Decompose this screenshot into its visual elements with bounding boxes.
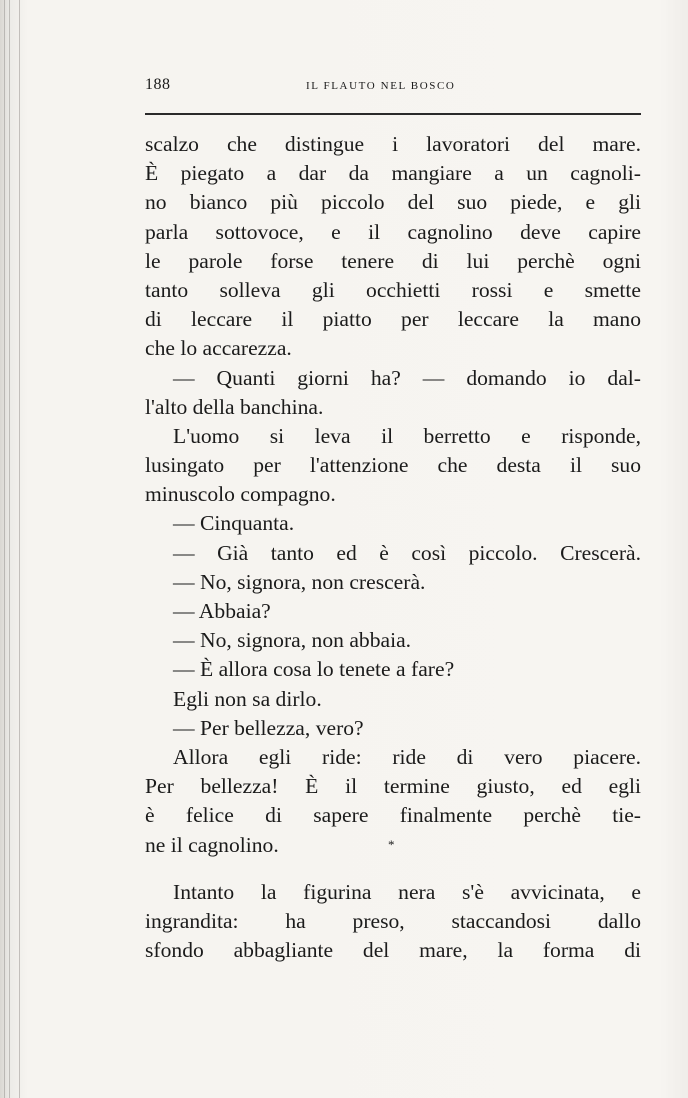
text-line: — Già tanto ed è così piccolo. Crescerà.	[173, 540, 641, 565]
text-line: di leccare il piatto per leccare la mano	[145, 307, 641, 332]
text-line: — No, signora, non abbaia.	[173, 628, 412, 653]
text-line: le parole forse tenere di lui perchè ogni	[145, 248, 641, 273]
binding-edge-line	[4, 0, 5, 1098]
header-rule	[145, 113, 641, 115]
text-line: ne il cagnolino.	[145, 832, 279, 857]
body-text-continued	[145, 878, 641, 966]
page-header	[145, 76, 641, 98]
text-line: Intanto la figurina nera s'è avvicinata, e	[173, 880, 641, 904]
text-line: È piegato a dar da mangiare a un cagnoli-	[145, 161, 641, 186]
text-line: — Quanti giorni ha? — domando io dal-	[173, 365, 641, 390]
text-line: che lo accarezza.	[145, 336, 292, 361]
text-line: — Per bellezza, vero?	[173, 715, 364, 740]
text-line: — È allora cosa lo tenete a fare?	[173, 657, 455, 682]
text-line: Allora egli ride: ride di vero piacere.	[173, 744, 641, 769]
text-line: — Cinquanta.	[173, 511, 295, 536]
section-break-ornament: *	[388, 837, 395, 852]
text-line: tanto solleva gli occhietti rossi e smette	[145, 277, 641, 302]
binding-edge-line	[9, 0, 10, 1098]
text-line: ingrandita: ha preso, staccandosi dallo	[145, 909, 641, 934]
running-title: IL FLAUTO NEL BOSCO	[306, 80, 456, 92]
text-line: l'alto della banchina.	[145, 394, 324, 419]
text-line: minuscolo compagno.	[145, 482, 336, 507]
text-line: è felice di sapere finalmente perchè tie-	[145, 803, 641, 828]
text-line: Per bellezza! È il termine giusto, ed egli	[145, 774, 641, 799]
text-line: lusingato per l'attenzione che desta il suo	[145, 453, 641, 478]
text-line: parla sottovoce, e il cagnolino deve capire	[145, 219, 641, 244]
text-line: sfondo abbagliante del mare, la forma di	[145, 938, 641, 963]
binding-edge-line	[19, 0, 20, 1098]
text-line: scalzo che distingue i lavoratori del mare.	[145, 132, 641, 156]
text-line: L'uomo si leva il berretto e risponde,	[173, 423, 641, 448]
text-line: no bianco più piccolo del suo piede, e gli	[145, 190, 641, 215]
body-text	[145, 130, 641, 860]
text-line: — No, signora, non crescerà.	[173, 569, 426, 594]
page-number: 188	[145, 76, 171, 93]
text-line: — Abbaia?	[173, 599, 271, 623]
text-line: Egli non sa dirlo.	[173, 686, 322, 711]
